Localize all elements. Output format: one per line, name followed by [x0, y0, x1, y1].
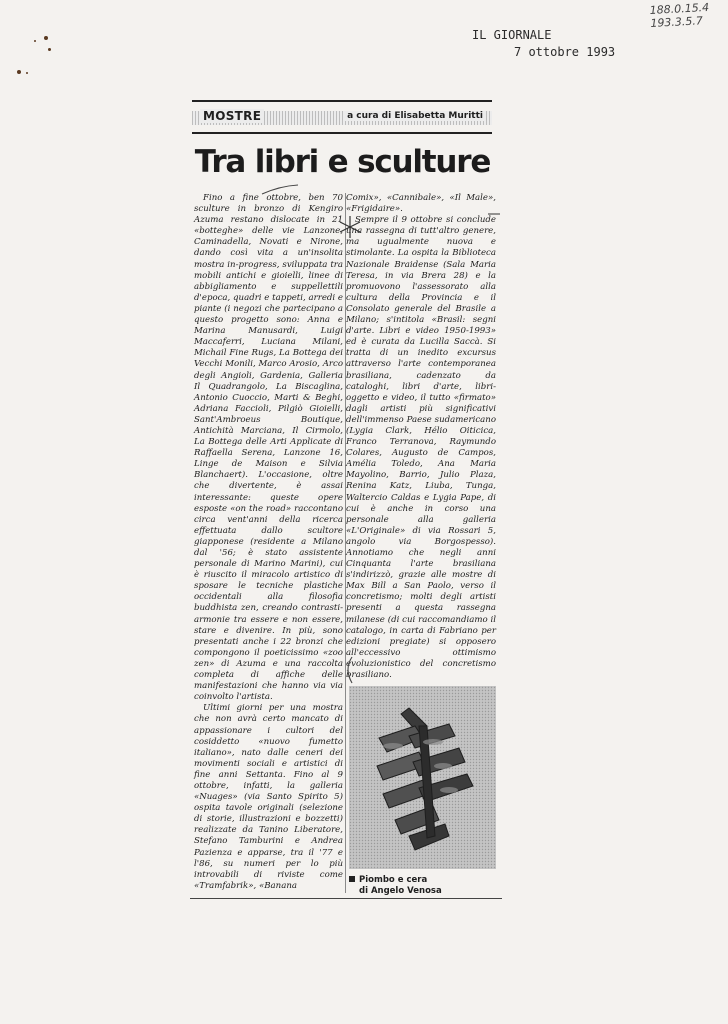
archive-number-line: 188.0.15.4 [649, 0, 710, 17]
sculpture-image [349, 686, 496, 869]
caption-line: di Angelo Venosa [359, 885, 442, 896]
section-rubric [192, 100, 492, 134]
article-column-2 [346, 193, 496, 693]
ink-spot [17, 70, 21, 74]
ink-spot [48, 48, 51, 51]
archive-number-line: 193.3.5.7 [650, 14, 704, 30]
byline: a cura di Elisabetta Muritti [344, 111, 486, 121]
paragraph: Comix», «Cannibale», «Il Male», «Frigidaire». [346, 193, 496, 215]
handwritten-tick-icon [486, 204, 502, 224]
ink-spot [44, 36, 48, 40]
sculpture-photo [349, 686, 496, 869]
caption-bullet-icon [349, 876, 355, 882]
handwritten-underline-icon [260, 182, 300, 198]
paragraph: Ultimi giorni per una mostra che non avrà certo mancato di appassionare i cultori del cosiddetto «nuovo fumetto italiano», nato dalle ceneri dei movimenti sociali e artistici di fine anni Settanta. Fino al 9 ottobre, infatti, la galleria «Nuages» (via Santo Spirito 5) ospita tavole originali (selezione di storie, illustrazioni e bozzetti) realizzate da Tanino Liberatore, Stefano Tamburini e Andrea Pazienza e apparse, tra il '77 e l'86, su numeri per lo più introvabili di riviste come «Tramfabrik», «Banana [194, 703, 343, 891]
handwritten-asterisk-icon [335, 212, 365, 242]
paragraph: Sempre il 9 ottobre si conclude una rassegna di tutt'altro genere, ma ugualmente nuova e stimolante. La ospita la Biblioteca Nazionale Braidense (Sala Maria Teresa, in via Brera 28) e la promuovono l'assessorato alla cultura della Provincia e il Consolato generale del Brasile a Milano; s'intitola «Brasil: segni d'arte. Libri e video 1950-1993» ed è curata da Lucilla Saccà. Si tratta di un inedito excursus attraverso l'arte contemporanea brasiliana, cadenzato da cataloghi, libri d'arte, libri-oggetto e video, il tutto «firmato» dagli artisti più significativi dell'immenso Paese sudamericano (Lygia Clark, Hélio Oiticica, Franco Terranova, Raymundo Colares, Augusto de Campos, Amélia Toledo, Ana Maria Mayolino, Barrio, Julio Plaza, Renina Katz, Liuba, Tunga, Waltercio Caldas e Lygia Pape, di cui è anche in corso una personale alla galleria «L'Originale» di via Rossari 5, angolo via Borgospesso). Annotiamo che negli anni Cinquanta l'arte brasiliana s'indirizzò, grazie alle mostre di Max Bill a San Paolo, verso il concretismo; molti degli artisti presenti a questa rassegna milanese (di cui raccomandiamo il catalogo, in carta di Fabriano per edizioni pregiate) si opposero all'eccessivo ottimismo evoluzionistico del concretismo brasiliano. [346, 215, 496, 681]
paragraph: Fino a fine ottobre, ben 70 sculture in bronzo di Kengiro Azuma restano dislocate in 21 «botteghe» delle vie Lanzone, Caminadella, Novati e Nirone, dando così vita a un'insolita mostra in-progress, sviluppata tra mobili antichi e gioielli, linee di abbigliamento e suppellettili d'epoca, quadri e tappeti, arredi e piante (i negozi che partecipano a questo progetto sono: Anna e Marina Manusardi, Luigi Maccaferri, Luciana Milani, Michail Fine Rugs, La Bottega dei Vecchi Monili, Marco Arosio, Arco degli Angioli, Gardenia, Galleria Il Quadrangolo, La Biscaglina, Antonio Cuoccio, Marti & Beghi, Adriana Faccioli, Pilgiò Gioielli, Sant'Ambroeus Boutique, Antichità Marciana, Il Cirmolo, La Bottega delle Arti Applicate di Raffaella Serena, Lanzone 16, Linge de Maison e Silvia Blanchaert). L'occasione, oltre che divertente, è assai interessante: queste opere esposte «on the road» raccontano circa vent'anni della ricerca effettuata dallo scultore giapponese (residente a Milano dal '56; è stato assistente personale di Marino Marini), cui è riuscito il miracolo artistico di sposare le tecniche plastiche occidentali alla filosofia buddhista zen, creando contrasti-armonie tra essere e non essere, stare e divenire. In più, sono presentati anche i 22 bronzi che compongono il poeticissimo «zoo zen» di Azuma e una raccolta completa di affiche delle manifestazioni che hanno via via coinvolto l'artista. [194, 193, 343, 703]
source-stamp [472, 27, 642, 61]
publication-date: 7 ottobre 1993 [514, 45, 616, 59]
caption-line: Piombo e cera [359, 875, 428, 885]
ink-spot [26, 72, 28, 74]
archive-number [649, 0, 726, 30]
publication-name: IL GIORNALE [472, 28, 552, 42]
handwritten-bracket-icon [342, 655, 356, 685]
headline: Tra libri e sculture [194, 144, 491, 180]
article-column-1 [194, 193, 343, 893]
section-label: MOSTRE [200, 109, 264, 123]
bottom-rule [190, 898, 502, 899]
photo-caption [349, 875, 496, 896]
newspaper-clipping [190, 100, 502, 906]
ink-spot [34, 40, 36, 42]
